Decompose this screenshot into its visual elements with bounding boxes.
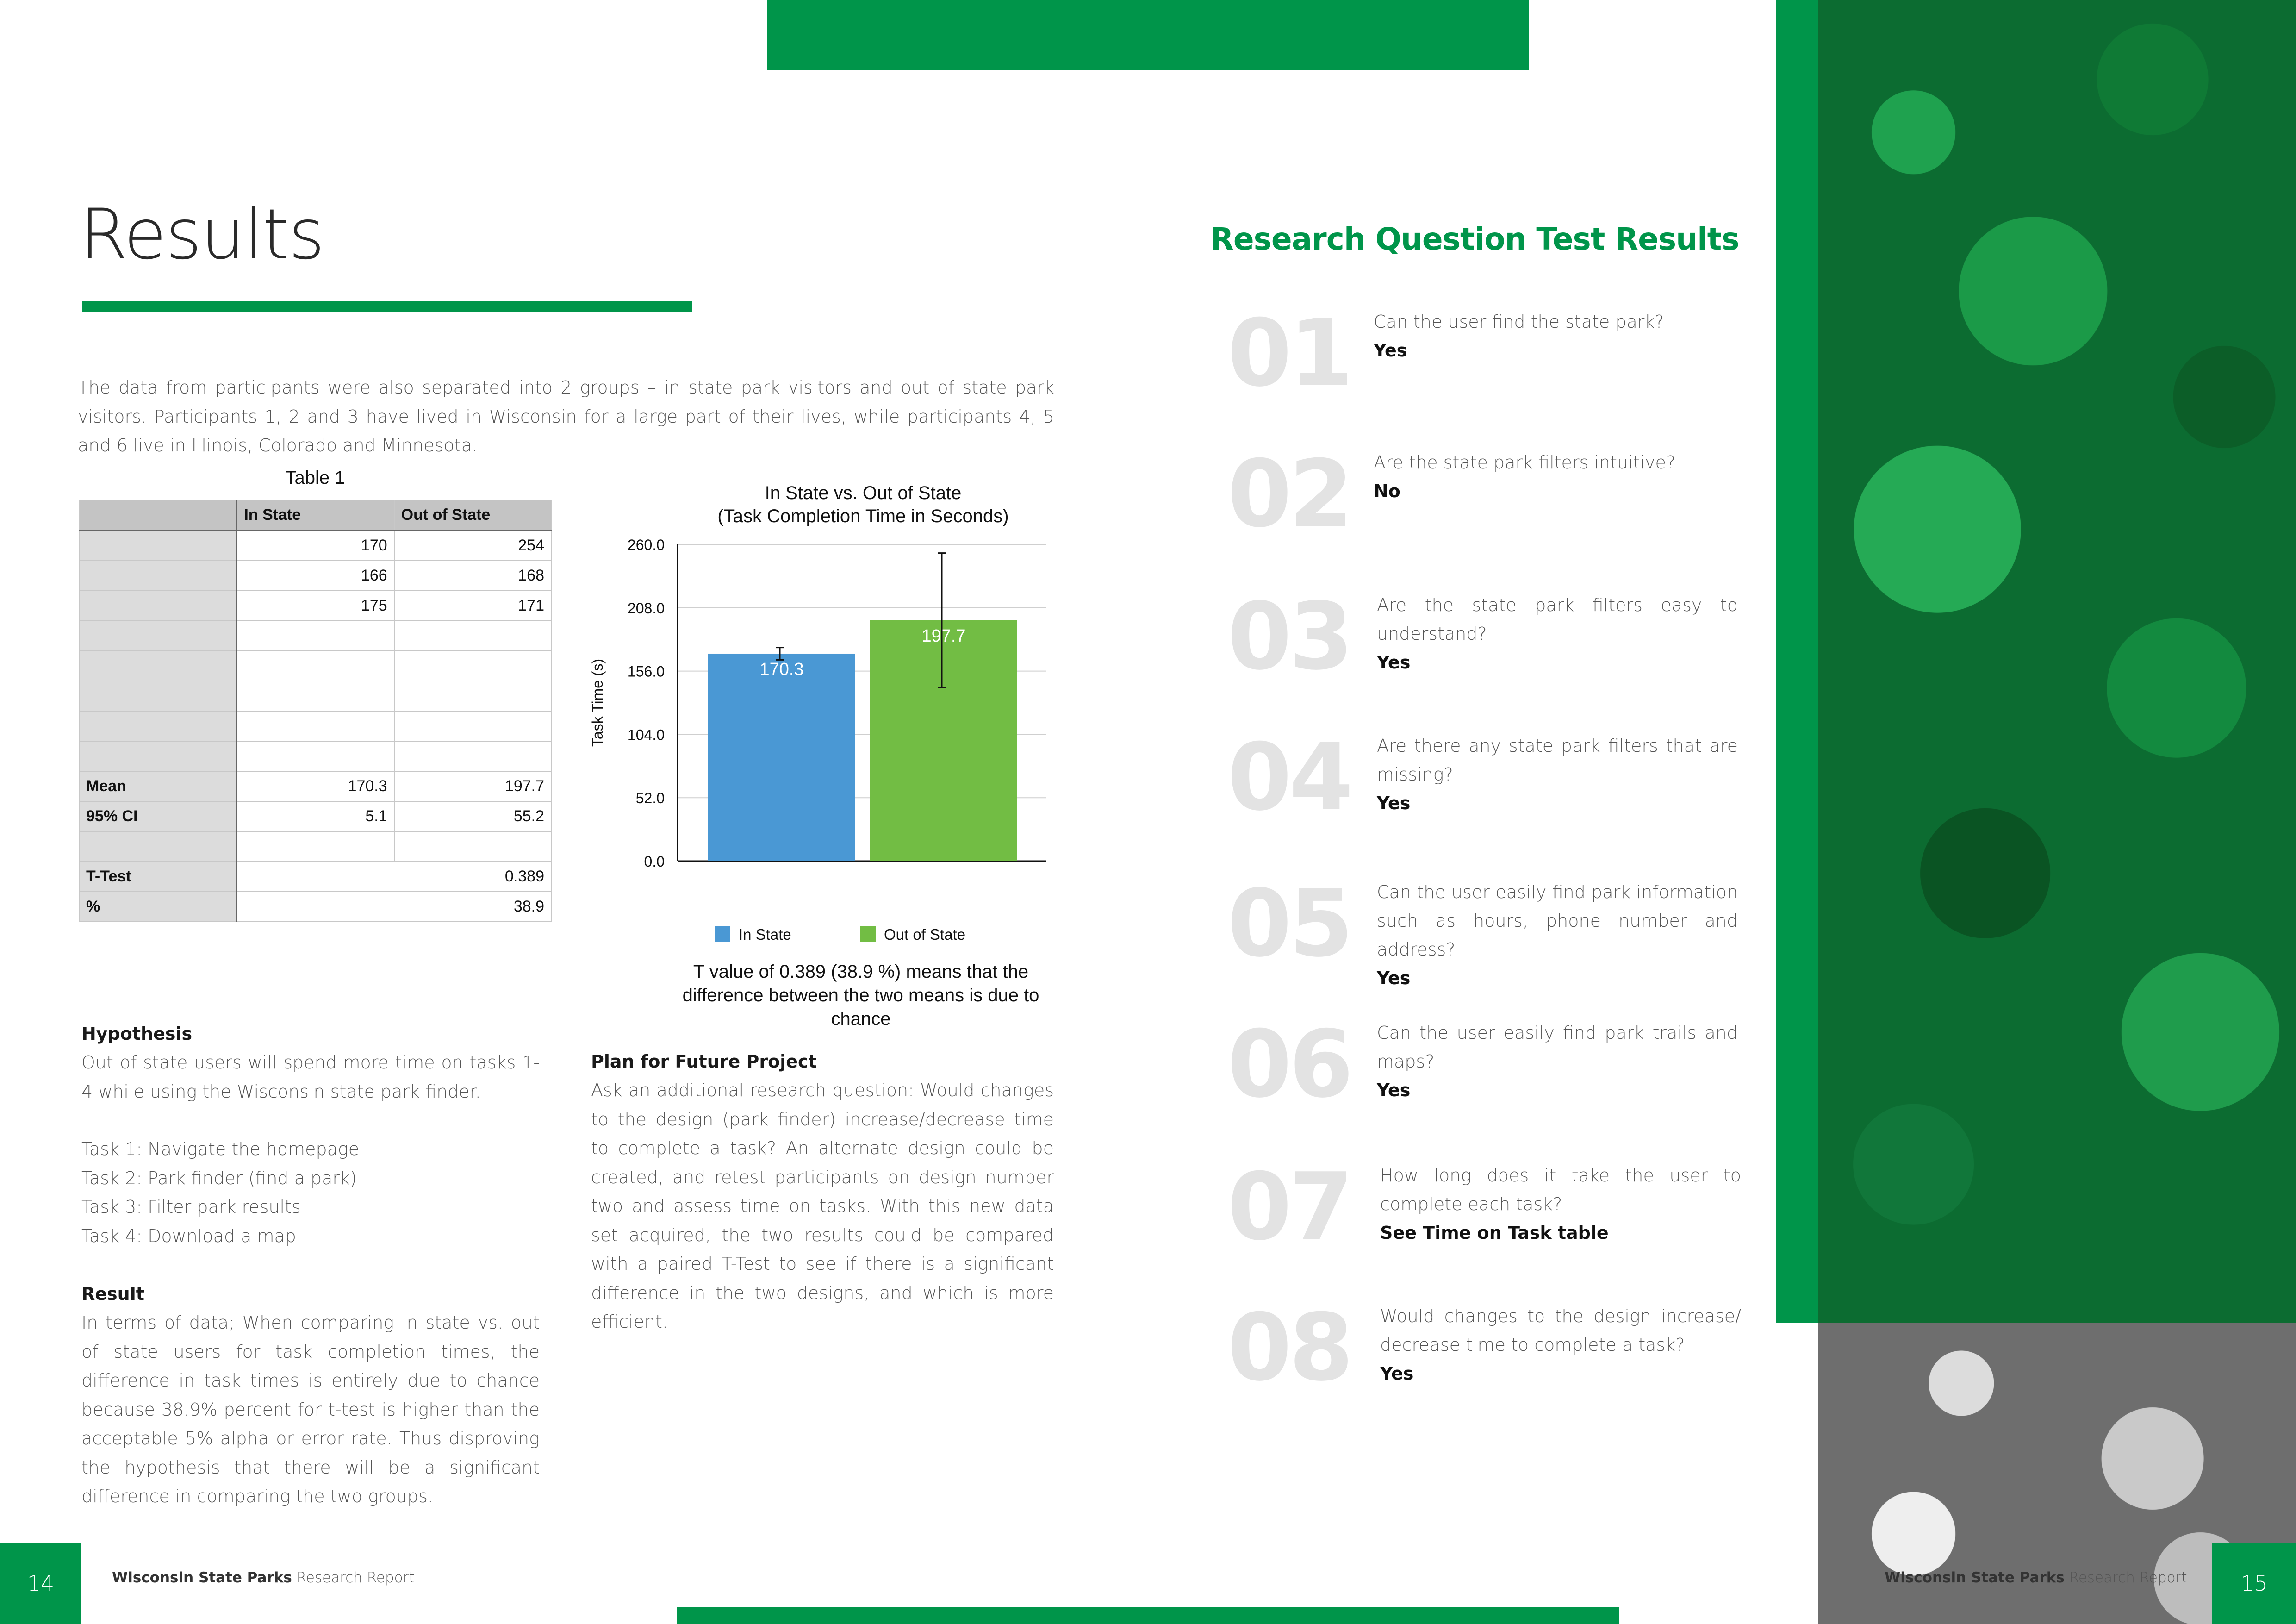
table-cell bbox=[236, 651, 394, 681]
table-cell: 175 bbox=[236, 591, 394, 621]
y-tick-label: 260.0 bbox=[627, 537, 665, 553]
top-accent-bar bbox=[767, 0, 1529, 70]
question-answer: Yes bbox=[1377, 968, 1411, 988]
table-row bbox=[79, 831, 551, 862]
table-cell: 166 bbox=[236, 561, 394, 591]
table-row bbox=[79, 801, 551, 831]
table-caption: Table 1 bbox=[285, 468, 345, 488]
task-item: Task 3: Filter park results bbox=[81, 1197, 301, 1217]
y-tick-label: 0.0 bbox=[644, 853, 665, 870]
task-item: Task 2: Park finder (find a park) bbox=[81, 1168, 357, 1188]
table-cell: 95% CI bbox=[79, 801, 236, 831]
question-text: Are the state park filters easy to understand? Yes bbox=[1377, 591, 1738, 677]
table-cell bbox=[79, 531, 236, 561]
table-cell bbox=[394, 711, 551, 741]
legend-label: Out of State bbox=[884, 926, 966, 943]
table-row bbox=[79, 591, 551, 621]
table-cell bbox=[236, 711, 394, 741]
question-number: 07 bbox=[1227, 1153, 1351, 1261]
table-row bbox=[79, 892, 551, 922]
question-number: 04 bbox=[1227, 724, 1351, 831]
bar bbox=[708, 654, 855, 861]
table-cell: 197.7 bbox=[394, 771, 551, 801]
hypothesis-section bbox=[81, 1019, 540, 1250]
table-cell bbox=[236, 741, 394, 771]
table-row bbox=[79, 681, 551, 711]
table-cell: 254 bbox=[394, 531, 551, 561]
y-tick-label: 104.0 bbox=[627, 726, 665, 743]
table-cell: % bbox=[79, 892, 236, 922]
footer-brand: Wisconsin State Parks bbox=[1885, 1569, 2065, 1586]
legend-label: In State bbox=[739, 926, 791, 943]
table-cell bbox=[79, 681, 236, 711]
table-cell bbox=[236, 681, 394, 711]
question-answer: See Time on Task table bbox=[1380, 1223, 1609, 1243]
task-item: Task 1: Navigate the homepage bbox=[81, 1139, 360, 1159]
question-text: Can the user easily find park trails and maps? Yes bbox=[1377, 1018, 1738, 1105]
table-cell bbox=[394, 831, 551, 862]
y-tick-label: 52.0 bbox=[635, 790, 665, 807]
result-heading: Result bbox=[81, 1284, 144, 1304]
footer-label bbox=[112, 1569, 415, 1586]
question-text: Are there any state park filters that are missing? Yes bbox=[1377, 731, 1738, 818]
table-cell bbox=[79, 651, 236, 681]
page-number-box-right bbox=[2212, 1543, 2296, 1624]
footer-suffix: Research Report bbox=[2064, 1569, 2187, 1586]
question-number: 01 bbox=[1227, 300, 1351, 407]
hypothesis-heading: Hypothesis bbox=[81, 1024, 193, 1044]
page-number: 14 bbox=[27, 1571, 55, 1596]
chart-title: In State vs. Out of State bbox=[765, 483, 962, 503]
table-cell bbox=[236, 621, 394, 651]
table-cell bbox=[79, 591, 236, 621]
bar bbox=[870, 620, 1017, 861]
question-text: Would changes to the design increase/ decrease time to complete a task? Yes bbox=[1380, 1302, 1741, 1388]
chart-title: (Task Completion Time in Seconds) bbox=[717, 506, 1009, 526]
question-answer: No bbox=[1374, 481, 1400, 501]
table-row bbox=[79, 621, 551, 651]
table-row bbox=[79, 561, 551, 591]
question-number: 03 bbox=[1227, 583, 1351, 691]
green-side-band bbox=[1776, 0, 1818, 1323]
task-item: Task 4: Download a map bbox=[81, 1225, 296, 1246]
y-axis-label: Task Time (s) bbox=[589, 658, 606, 747]
page-title: Results bbox=[80, 194, 324, 275]
chart-note: T value of 0.389 (38.9 %) means that the difference between the two means is due to chance bbox=[682, 962, 1039, 1029]
table-cell bbox=[394, 741, 551, 771]
table-cell: 171 bbox=[394, 591, 551, 621]
plan-heading: Plan for Future Project bbox=[591, 1051, 817, 1072]
y-tick-label: 156.0 bbox=[627, 663, 665, 680]
table-cell bbox=[394, 621, 551, 651]
table-cell: 168 bbox=[394, 561, 551, 591]
plan-section bbox=[591, 1047, 1054, 1337]
table-header-row bbox=[79, 500, 551, 531]
table-cell bbox=[394, 681, 551, 711]
table-cell: 170 bbox=[236, 531, 394, 561]
question-answer: Yes bbox=[1377, 1080, 1411, 1100]
question-answer: Yes bbox=[1377, 793, 1411, 813]
footer-suffix: Research Report bbox=[292, 1569, 415, 1586]
question-answer: Yes bbox=[1374, 340, 1407, 361]
question-answer: Yes bbox=[1377, 652, 1411, 673]
table-row bbox=[79, 651, 551, 681]
table-header-cell: Out of State bbox=[394, 500, 551, 531]
legend-swatch bbox=[715, 926, 730, 942]
question-number: 02 bbox=[1227, 440, 1351, 548]
table-header-cell: In State bbox=[236, 500, 394, 531]
question-text: How long does it take the user to complete each task? See Time on Task table bbox=[1380, 1161, 1741, 1247]
result-text: In terms of data; When comparing in state vs. out of state users for task completion times, the difference in task times is entirely due to chance because 38.9% percent for t-test is higher than the acceptable 5% alpha or error rate. Thus disproving the hypothesis that there will be a significant difference in comparing the two groups. bbox=[81, 1312, 540, 1506]
y-tick-label: 208.0 bbox=[627, 600, 665, 617]
table-cell: 0.389 bbox=[236, 862, 551, 892]
plan-text: Ask an additional research question: Would changes to the design (park finder) increase/decrease time to complete a task? An alternate design could be created, and retest participants on design number two and assess time on tasks. With this new data set acquired, the two results could be compared with a paired T-Test to see if there is a significant difference in the two designs, and which is more efficient. bbox=[591, 1080, 1054, 1332]
bar-value-label: 197.7 bbox=[921, 626, 966, 646]
table-cell bbox=[79, 741, 236, 771]
table-cell: Mean bbox=[79, 771, 236, 801]
title-underline bbox=[82, 301, 692, 312]
table-cell bbox=[236, 831, 394, 862]
research-questions-title: Research Question Test Results bbox=[1210, 221, 1739, 257]
question-text: Are the state park filters intuitive? No bbox=[1374, 448, 1735, 506]
question-number: 05 bbox=[1227, 870, 1351, 978]
table-cell bbox=[79, 831, 236, 862]
table-cell: T-Test bbox=[79, 862, 236, 892]
data-table bbox=[79, 500, 552, 922]
page-number: 15 bbox=[2240, 1571, 2268, 1596]
table-cell: 55.2 bbox=[394, 801, 551, 831]
result-section bbox=[81, 1280, 540, 1511]
question-number: 06 bbox=[1227, 1011, 1351, 1118]
bar-value-label: 170.3 bbox=[759, 659, 804, 679]
table-cell bbox=[79, 561, 236, 591]
footer-label-right bbox=[1885, 1569, 2187, 1586]
legend-swatch bbox=[860, 926, 876, 942]
bar-chart bbox=[588, 477, 1055, 949]
table-cell: 38.9 bbox=[236, 892, 551, 922]
table-row bbox=[79, 741, 551, 771]
table-row bbox=[79, 711, 551, 741]
question-text: Can the user find the state park? Yes bbox=[1374, 307, 1735, 365]
data-table-block bbox=[79, 468, 552, 922]
table-cell: 170.3 bbox=[236, 771, 394, 801]
question-answer: Yes bbox=[1380, 1363, 1414, 1384]
question-number: 08 bbox=[1227, 1294, 1351, 1402]
table-cell: 5.1 bbox=[236, 801, 394, 831]
table-row bbox=[79, 531, 551, 561]
table-header-cell bbox=[79, 500, 236, 531]
table-cell bbox=[79, 621, 236, 651]
table-row bbox=[79, 862, 551, 892]
bottom-accent-bar bbox=[677, 1607, 1619, 1624]
hypothesis-text: Out of state users will spend more time on tasks 1-4 while using the Wisconsin state park finder. bbox=[81, 1052, 540, 1102]
forest-aerial-photo bbox=[1818, 0, 2296, 1323]
footer-brand: Wisconsin State Parks bbox=[112, 1569, 292, 1586]
page-number-box bbox=[0, 1543, 81, 1624]
table-cell bbox=[394, 651, 551, 681]
question-text: Can the user easily find park information such as hours, phone number and address? Yes bbox=[1377, 878, 1738, 993]
table-cell bbox=[79, 711, 236, 741]
intro-paragraph: The data from participants were also separated into 2 groups – in state park visitors and out of state park visitors. Participants 1, 2 and 3 have lived in Wisconsin for a large part of their lives, while participants 4, 5 and 6 live in Illinois, Colorado and Minnesota. bbox=[78, 377, 1054, 456]
table-row bbox=[79, 771, 551, 801]
